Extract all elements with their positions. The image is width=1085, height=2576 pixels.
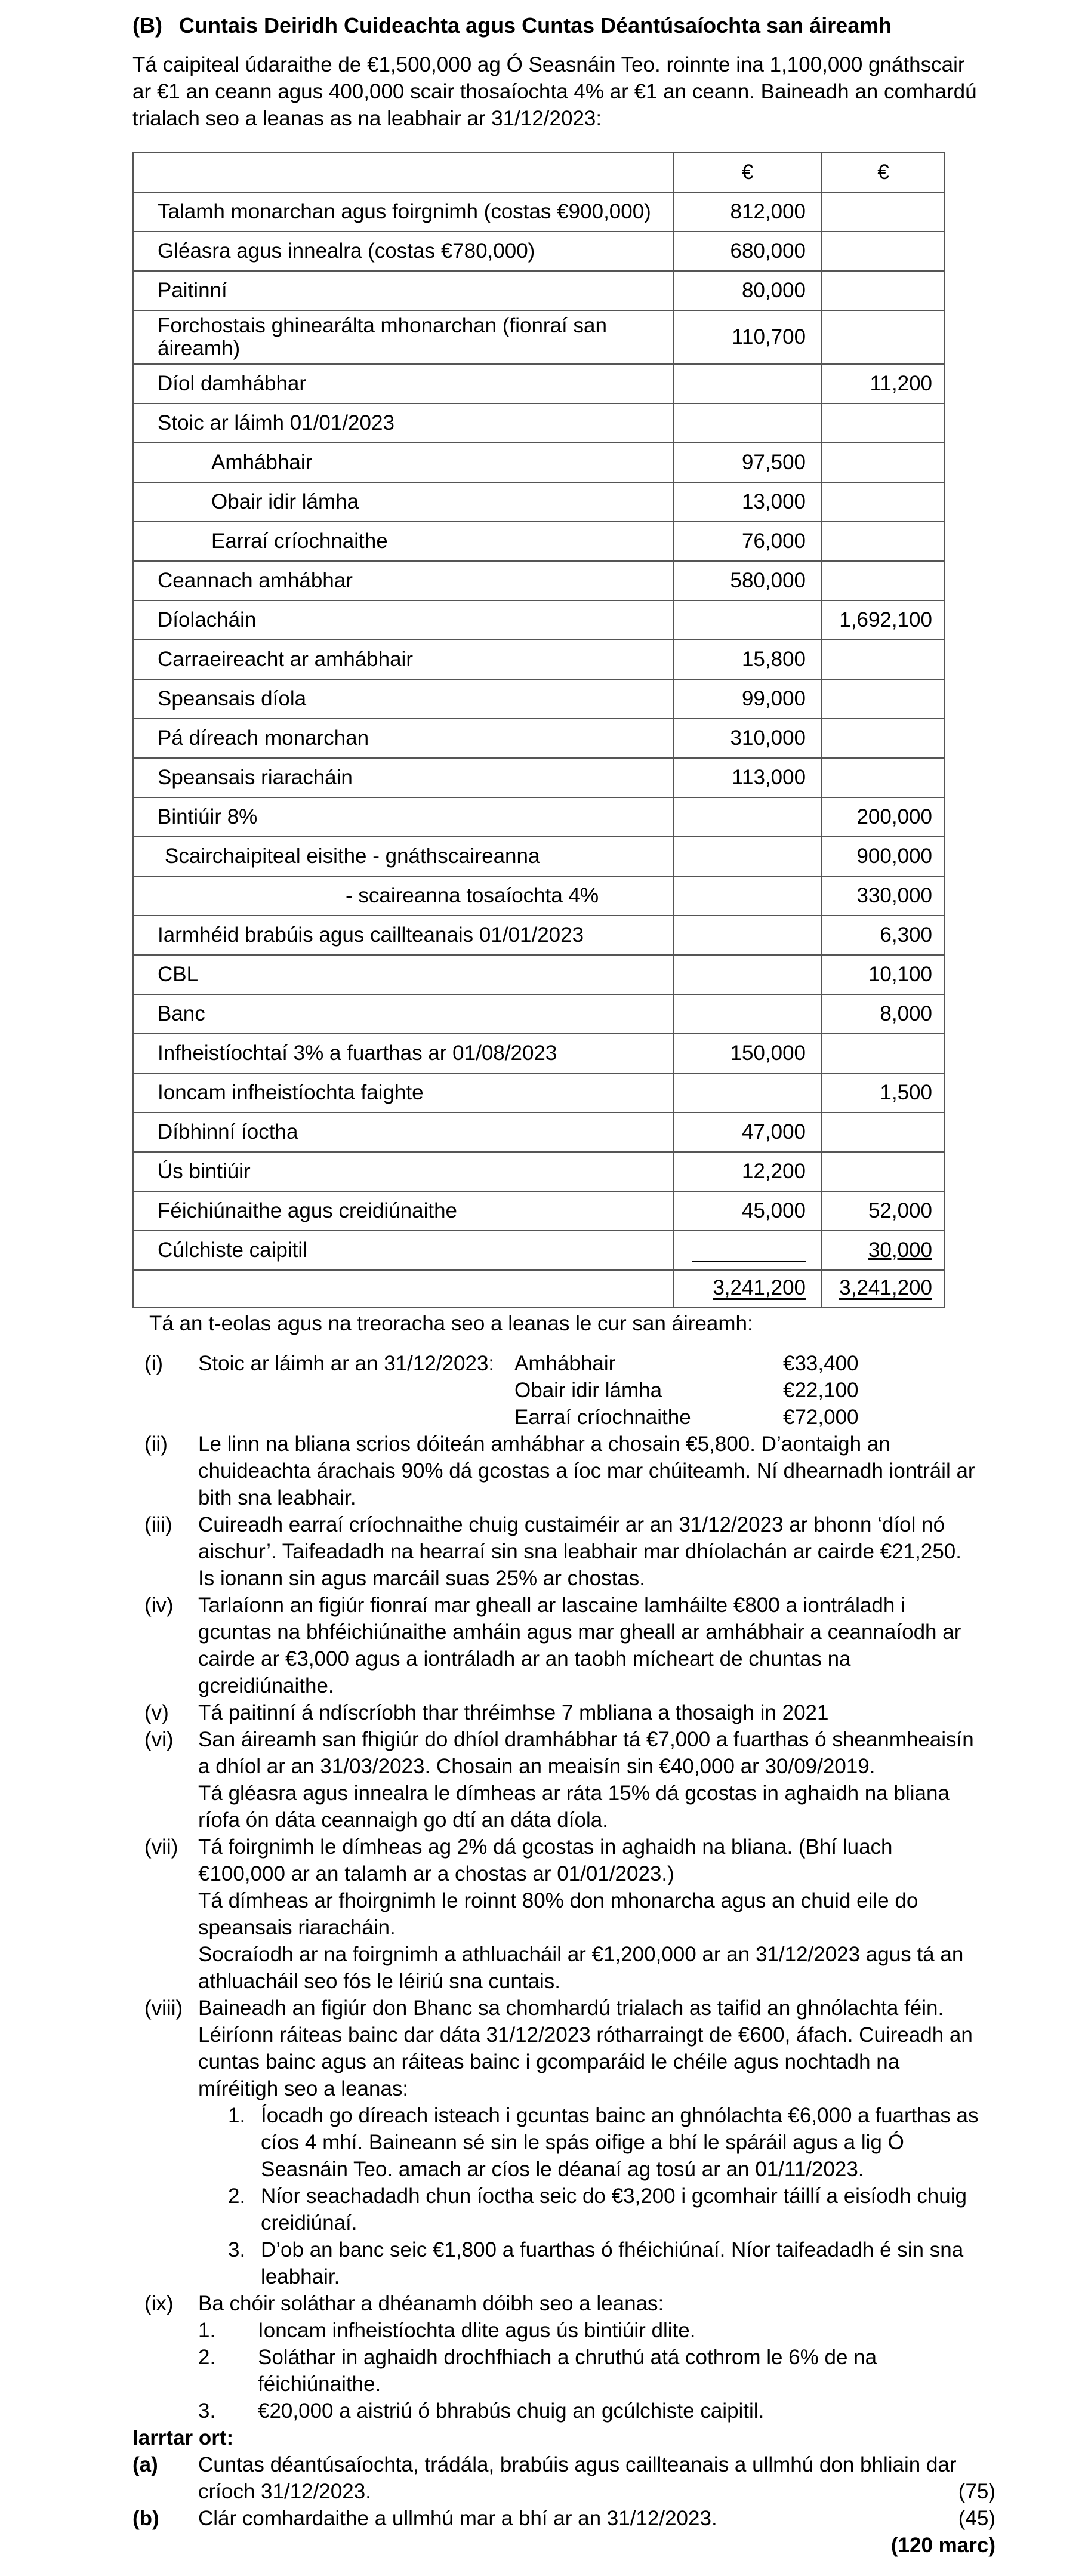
list-item: [198, 2317, 980, 2344]
stock-name: Amhábhair: [514, 1352, 616, 1375]
row-debit: 15,800: [673, 640, 822, 679]
row-desc: Díbhinní íoctha: [133, 1113, 673, 1152]
table-row: [133, 364, 945, 403]
table-row: [133, 443, 945, 482]
list-item: [198, 2398, 980, 2424]
row-credit: 330,000: [822, 876, 945, 916]
note-number: (v): [144, 1701, 169, 1724]
row-credit: [822, 522, 945, 561]
row-desc: Infheistíochtaí 3% a fuarthas ar 01/08/2023: [133, 1034, 673, 1073]
row-debit: [673, 876, 822, 916]
row-credit-value: 30,000: [868, 1238, 932, 1262]
list-item: [228, 2236, 980, 2290]
row-debit: 12,200: [673, 1152, 822, 1191]
header-credit: €: [822, 153, 945, 192]
row-debit: 680,000: [673, 232, 822, 271]
note-text: Tá foirgnimh le dímheas ag 2% dá gcostas in aghaidh na bliana. (Bhí luach €100,000 ar an talamh ar a chostas ar 01/01/2023.): [198, 1835, 893, 1885]
row-desc: Obair idir lámha: [133, 482, 673, 522]
stock-value: €22,100: [783, 1379, 859, 1402]
row-desc: - scaireanna tosaíochta 4%: [133, 876, 673, 916]
stock-value: €33,400: [783, 1352, 859, 1375]
notes-lead: Tá an t-eolas agus na treoracha seo a leanas le cur san áireamh:: [149, 1312, 753, 1335]
note-text: Baineadh an figiúr don Bhanc sa chomhardú trialach as taifid an ghnólachta féin. Léiríonn ráiteas bainc dar dáta 31/12/2023 rótharraingt de €600, áfach. Cuireadh an cuntas bainc agus an ráiteas bainc i gcomparáid le chéile agus nochtadh na míréitigh seo a leanas:: [198, 1996, 973, 2100]
note-v: [132, 1699, 980, 1726]
sub-number: 3.: [198, 2399, 216, 2423]
row-desc: Pá díreach monarchan: [133, 719, 673, 758]
question-marks: (75): [958, 2480, 995, 2503]
question-a: [132, 2451, 995, 2505]
table-row: [133, 482, 945, 522]
table-row: [133, 1073, 945, 1113]
note-viii: [132, 1995, 980, 2290]
row-credit: 6,300: [822, 916, 945, 955]
list-item: [514, 1404, 859, 1431]
row-desc: Amhábhair: [133, 443, 673, 482]
row-desc: Cúlchiste caipitil: [133, 1231, 673, 1270]
row-credit: [822, 192, 945, 232]
row-credit: [822, 561, 945, 600]
table-row: [133, 403, 945, 443]
row-desc: Carraeireacht ar amhábhair: [133, 640, 673, 679]
table-row: [133, 271, 945, 310]
table-row: [133, 994, 945, 1034]
stock-name: Obair idir lámha: [514, 1379, 662, 1402]
row-desc: Féichiúnaithe agus creidiúnaithe: [133, 1191, 673, 1231]
row-debit: [673, 364, 822, 403]
table-total-row: [133, 1270, 945, 1307]
note-text: Tá paitinní á ndíscríobh thar thréimhse 7 mbliana a thosaigh in 2021: [198, 1701, 829, 1724]
sub-text: Íocadh go díreach isteach i gcuntas bainc an ghnólachta €6,000 a fuarthas as cíos 4 mhí. Baineann sé sin le spás oifige a bhí le spáráil agus a lig Ó Seasnáin Teo. amach ar cíos le déanaí ag tosú ar an 01/11/2023.: [261, 2104, 979, 2181]
row-credit: [822, 271, 945, 310]
asked-heading: Iarrtar ort:: [132, 2426, 234, 2449]
row-debit-blank: [673, 1231, 822, 1270]
row-debit: [673, 955, 822, 994]
list-item: [514, 1377, 859, 1404]
sub-number: 1.: [228, 2104, 246, 2127]
row-desc: CBL: [133, 955, 673, 994]
sub-text: D’ob an banc seic €1,800 a fuarthas ó fhéichiúnaí. Níor taifeadadh é sin sna leabhair.: [261, 2238, 964, 2288]
section-heading: Cuntais Deiridh Cuideachta agus Cuntas Déantúsaíochta san áireamh: [179, 13, 892, 38]
question-marks: (45): [958, 2507, 995, 2530]
note-ii: [132, 1431, 980, 1511]
row-debit: [673, 797, 822, 837]
total-debit-value: 3,241,200: [713, 1276, 806, 1299]
row-desc: Ús bintiúir: [133, 1152, 673, 1191]
row-credit: 11,200: [822, 364, 945, 403]
table-row: [133, 232, 945, 271]
note-iv: [132, 1592, 980, 1699]
note-number: (ii): [144, 1432, 168, 1456]
list-item: [198, 2344, 980, 2398]
list-item: [228, 2102, 980, 2183]
row-credit: 1,692,100: [822, 600, 945, 640]
row-credit: [822, 719, 945, 758]
note-text: Ba chóir soláthar a dhéanamh dóibh seo a leanas:: [198, 2292, 664, 2315]
row-desc: Díol damhábhar: [133, 364, 673, 403]
row-credit: [822, 1152, 945, 1191]
row-credit: [822, 1113, 945, 1152]
note-number: (vii): [144, 1835, 178, 1859]
note-number: (iv): [144, 1594, 174, 1617]
row-desc: Earraí críochnaithe: [133, 522, 673, 561]
table-row: [133, 719, 945, 758]
question-label: (a): [132, 2453, 158, 2476]
row-credit: [822, 443, 945, 482]
stock-name: Earraí críochnaithe: [514, 1406, 691, 1429]
trial-balance-table: [132, 152, 945, 1308]
table-row: [133, 1113, 945, 1152]
list-item: [514, 1350, 859, 1377]
row-debit: 76,000: [673, 522, 822, 561]
row-credit: 900,000: [822, 837, 945, 876]
row-desc: Scairchaipiteal eisithe - gnáthscaireanna: [133, 837, 673, 876]
row-debit: [673, 600, 822, 640]
row-credit: [822, 758, 945, 797]
row-debit: 110,700: [673, 310, 822, 364]
row-debit: 97,500: [673, 443, 822, 482]
row-debit: [673, 403, 822, 443]
row-debit: [673, 837, 822, 876]
row-credit: [822, 232, 945, 271]
row-credit: [822, 403, 945, 443]
note-vi: [132, 1726, 980, 1834]
row-debit: [673, 1073, 822, 1113]
note-iii: [132, 1511, 980, 1592]
table-row: [133, 1152, 945, 1191]
underline-blank: [692, 1239, 806, 1262]
row-credit: 8,000: [822, 994, 945, 1034]
stock-value: €72,000: [783, 1406, 859, 1429]
table-row: [133, 1191, 945, 1231]
note-vii: [132, 1834, 980, 1995]
note-number: (ix): [144, 2292, 174, 2315]
note-number: (viii): [144, 1996, 183, 2020]
question-text: Clár comhardaithe a ullmhú mar a bhí ar an 31/12/2023.: [198, 2507, 717, 2530]
note-number: (iii): [144, 1513, 172, 1536]
row-desc: Stoic ar láimh 01/01/2023: [133, 403, 673, 443]
row-desc: Talamh monarchan agus foirgnimh (costas €900,000): [133, 192, 673, 232]
table-row: [133, 1231, 945, 1270]
row-debit: 812,000: [673, 192, 822, 232]
notes-section: [132, 1310, 995, 2559]
total-desc: [133, 1270, 673, 1307]
row-desc: Forchostais ghinearálta mhonarchan (fionraí san áireamh): [133, 310, 673, 364]
section-label: (B): [132, 13, 162, 38]
sub-text: €20,000 a aistriú ó bhrabús chuig an gcúlchiste caipitil.: [258, 2399, 765, 2423]
note-text: Tá gléasra agus innealra le dímheas ar ráta 15% dá gcostas in aghaidh na bliana ríofa ón dáta ceannaigh go dtí an dáta díola.: [198, 1782, 950, 1832]
row-credit: [822, 1034, 945, 1073]
row-credit: [822, 640, 945, 679]
header-debit: €: [673, 153, 822, 192]
table-row: [133, 955, 945, 994]
note-text: Tarlaíonn an figiúr fionraí mar gheall ar lascaine lamháilte €800 a iontráladh i gcuntas na bhféichiúnaithe amháin agus mar gheall ar amhábhair a ceannaíodh ar cairde ar €3,000 agus a iontráladh ar an taobh mícheart de chuntas na gcreidiúnaithe.: [198, 1594, 961, 1697]
row-credit: 200,000: [822, 797, 945, 837]
note-text: Socraíodh ar na foirgnimh a athluacháil ar €1,200,000 ar an 31/12/2023 agus tá an athluacháil seo fós le léiriú sna cuntais.: [198, 1943, 964, 1993]
note-i: [132, 1350, 980, 1431]
row-debit: 80,000: [673, 271, 822, 310]
header-desc-cell: [133, 153, 673, 192]
table-row: [133, 640, 945, 679]
sub-text: Ioncam infheistíochta dlite agus ús bintiúir dlite.: [258, 2319, 696, 2342]
row-credit: 10,100: [822, 955, 945, 994]
row-desc: Paitinní: [133, 271, 673, 310]
row-debit: 310,000: [673, 719, 822, 758]
question-label: (b): [132, 2507, 159, 2530]
list-item: [228, 2183, 980, 2236]
row-desc: Banc: [133, 994, 673, 1034]
table-row: [133, 916, 945, 955]
row-desc: Gléasra agus innealra (costas €780,000): [133, 232, 673, 271]
note-ix: [132, 2290, 980, 2424]
row-credit: [822, 1231, 945, 1270]
note-text: Cuireadh earraí críochnaithe chuig custaiméir ar an 31/12/2023 ar bhonn ‘díol nó aischur’. Taifeadadh na hearraí sin sna leabhair mar dhíolachán ar cairde €21,250. Is ionann sin agus marcáil suas 25% ar chostas.: [198, 1513, 961, 1590]
row-debit: 150,000: [673, 1034, 822, 1073]
table-row: [133, 600, 945, 640]
table-row: [133, 876, 945, 916]
row-debit: 13,000: [673, 482, 822, 522]
row-credit: 1,500: [822, 1073, 945, 1113]
section-title: [132, 13, 892, 38]
intro-paragraph: Tá caipiteal údaraithe de €1,500,000 ag Ó Seasnáin Teo. roinnte ina 1,100,000 gnáthscair ar €1 an ceann agus 400,000 scair thosaíochta 4% ar €1 an ceann. Baineadh an comhardú trialach seo a leanas as na leabhair ar 31/12/2023:: [132, 53, 977, 130]
sub-number: 2.: [228, 2184, 246, 2208]
table-row: [133, 522, 945, 561]
table-row: [133, 1034, 945, 1073]
closing-stock-block: [198, 1350, 980, 1431]
row-desc: Speansais díola: [133, 679, 673, 719]
table-row: [133, 192, 945, 232]
total-marks: (120 marc): [890, 2534, 995, 2557]
row-desc: Bintiúir 8%: [133, 797, 673, 837]
table-row: [133, 561, 945, 600]
total-debit: [673, 1270, 822, 1307]
table-row: [133, 837, 945, 876]
closing-stock-label: Stoic ar láimh ar an 31/12/2023:: [198, 1352, 495, 1375]
row-debit: 99,000: [673, 679, 822, 719]
note-number: (vi): [144, 1728, 174, 1751]
row-desc: Ioncam infheistíochta faighte: [133, 1073, 673, 1113]
row-desc: Iarmhéid brabúis agus caillteanais 01/01/2023: [133, 916, 673, 955]
closing-stock-list: [514, 1350, 859, 1431]
row-credit: [822, 310, 945, 364]
row-credit: [822, 679, 945, 719]
table-header-row: [133, 153, 945, 192]
row-debit: [673, 994, 822, 1034]
total-credit-value: 3,241,200: [839, 1276, 932, 1299]
total-credit: [822, 1270, 945, 1307]
table-row: [133, 679, 945, 719]
sub-number: 3.: [228, 2238, 246, 2261]
row-debit: 45,000: [673, 1191, 822, 1231]
question-text: Cuntas déantúsaíochta, trádála, brabúis agus caillteanais a ullmhú don bhliain dar críoch 31/12/2023.: [198, 2453, 957, 2503]
row-debit: 47,000: [673, 1113, 822, 1152]
note-text: Le linn na bliana scrios dóiteán amhábhar a chosain €5,800. D’aontaigh an chuideachta árachais 90% dá gcostas a íoc mar chúiteamh. Ní dhearnadh iontráil ar bith sna leabhair.: [198, 1432, 975, 1509]
row-debit: [673, 916, 822, 955]
row-debit: 113,000: [673, 758, 822, 797]
sub-number: 1.: [198, 2319, 216, 2342]
table-row: [133, 758, 945, 797]
note-text: Tá dímheas ar fhoirgnimh le roinnt 80% don mhonarcha agus an chuid eile do speansais riaracháin.: [198, 1889, 918, 1939]
table-row: [133, 310, 945, 364]
question-b: [132, 2505, 995, 2532]
sub-text: Níor seachadadh chun íoctha seic do €3,200 i gcomhair táillí a eisíodh chuig creidiúnaí.: [261, 2184, 967, 2235]
row-credit: 52,000: [822, 1191, 945, 1231]
row-debit: 580,000: [673, 561, 822, 600]
row-desc: Speansais riaracháin: [133, 758, 673, 797]
row-desc: Ceannach amhábhar: [133, 561, 673, 600]
note-text: San áireamh san fhigiúr do dhíol dramhábhar tá €7,000 a fuarthas ó sheanmheaisín a dhíol ar an 31/03/2023. Chosain an meaisín sin €40,000 ar 30/09/2019.: [198, 1728, 974, 1778]
sub-number: 2.: [198, 2346, 216, 2369]
table-row: [133, 797, 945, 837]
sub-text: Soláthar in aghaidh drochfhiach a chruthú atá cothrom le 6% de na féichiúnaithe.: [258, 2346, 877, 2396]
row-desc: Díolacháin: [133, 600, 673, 640]
row-credit: [822, 482, 945, 522]
note-number: (i): [144, 1352, 164, 1375]
